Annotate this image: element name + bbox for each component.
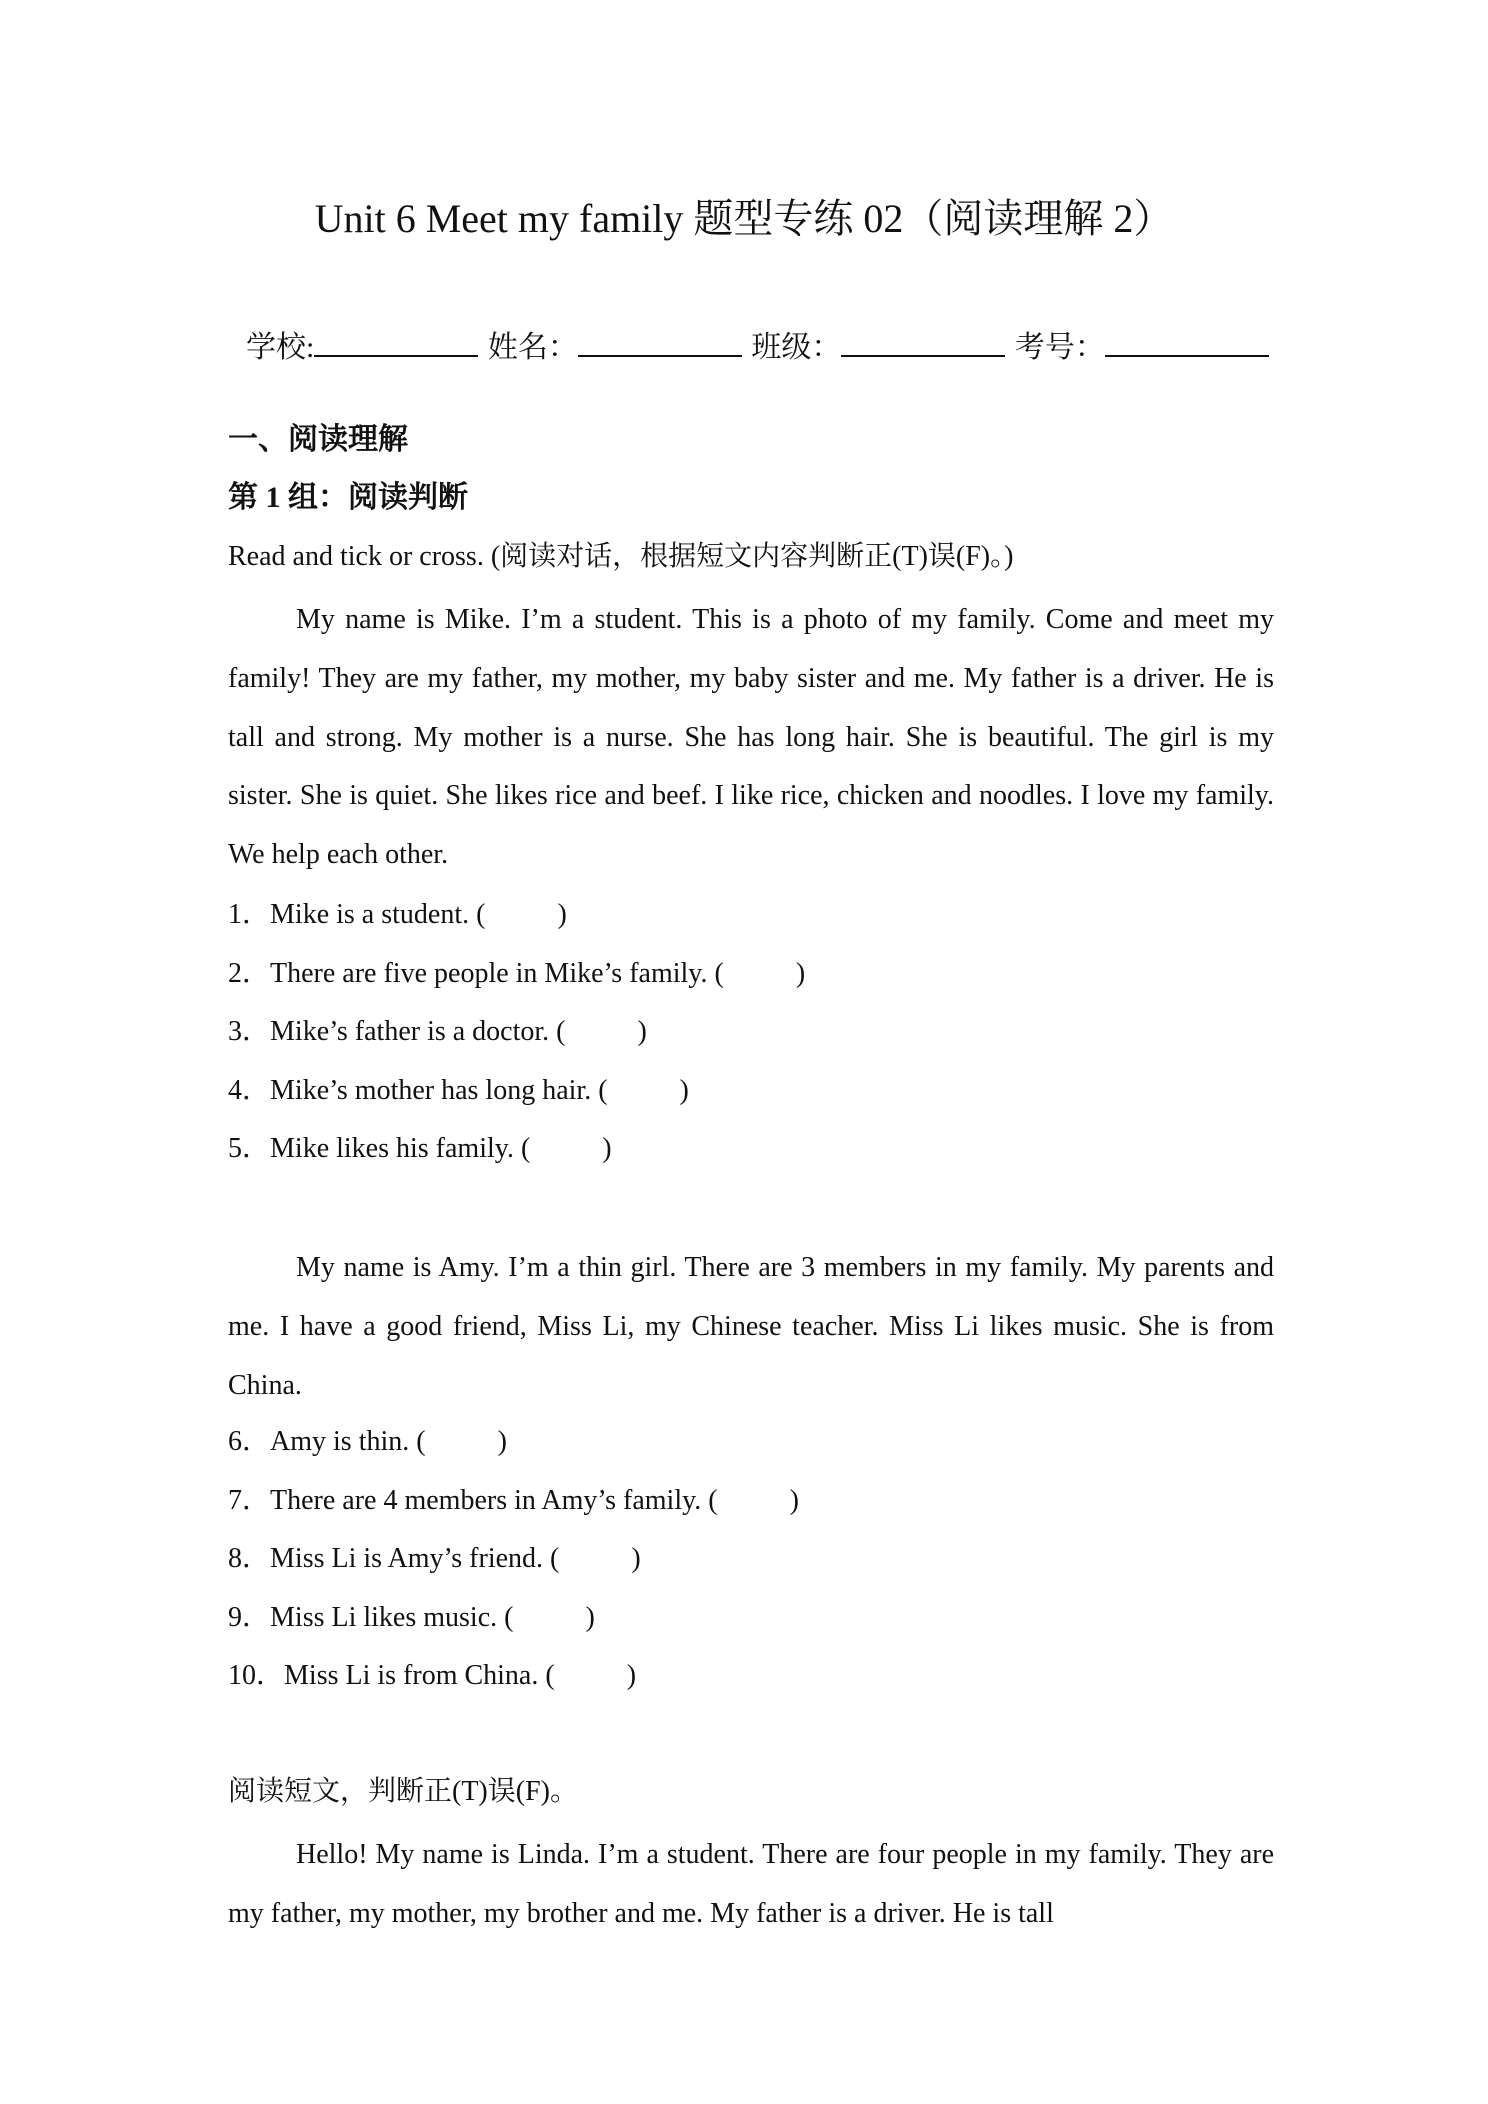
question-item <box>228 952 805 996</box>
close-paren: ) <box>637 1016 647 1047</box>
close-paren: ) <box>497 1426 507 1457</box>
question-item <box>228 1654 636 1698</box>
question-text: Miss Li is from China. ( <box>284 1660 555 1691</box>
question-item <box>228 1420 507 1464</box>
question-text: Miss Li is Amy’s friend. ( <box>270 1543 560 1574</box>
number-blank[interactable] <box>1105 325 1269 357</box>
question-text: There are five people in Mike’s family. ( <box>270 957 724 989</box>
student-info-line <box>246 325 1271 370</box>
question-item <box>228 1127 612 1171</box>
question-text: There are 4 members in Amy’s family. ( <box>270 1484 718 1516</box>
question-text: Amy is thin. ( <box>270 1426 426 1457</box>
close-paren: ) <box>626 1660 637 1691</box>
question-item <box>228 893 567 937</box>
question-item <box>228 1596 595 1640</box>
question-number: 9． <box>228 1601 271 1633</box>
school-label: 学校: <box>246 331 315 364</box>
name-label: 姓名： <box>487 331 578 364</box>
class-blank[interactable] <box>841 325 1005 357</box>
close-paren: ) <box>679 1074 689 1106</box>
passage-amy: My name is Amy. I’m a thin girl. There are 3 members in my family. My parents and me. I have a good friend, Miss Li, my Chinese teacher. Miss Li likes music. She is from China. <box>228 1252 1274 1401</box>
question-number: 3． <box>228 1016 271 1047</box>
close-paren: ) <box>602 1133 612 1164</box>
question-text: Mike’s father is a doctor. ( <box>270 1016 566 1047</box>
question-number: 5． <box>228 1133 271 1164</box>
instruction-1: Read and tick or cross. (阅读对话，根据短文内容判断正(T)误(F)。) <box>228 541 1014 572</box>
close-paren: ) <box>795 957 806 989</box>
school-blank[interactable] <box>314 325 478 357</box>
question-text: Miss Li likes music. ( <box>270 1601 514 1633</box>
question-text: Mike likes his family. ( <box>270 1133 531 1164</box>
question-number: 10． <box>228 1660 285 1691</box>
passage-mike: My name is Mike. I’m a student. This is a photo of my family. Come and meet my family! They are my father, my mother, my baby sister and me. My father is a driver. He is tall and strong. My mother is a nurse. She has long hair. She is beautiful. The girl is my sister. She is quiet. She likes rice and beef. I like rice, chicken and noodles. I love my family. We help each other. <box>228 604 1274 871</box>
close-paren: ) <box>789 1484 799 1516</box>
question-number: 8． <box>228 1543 271 1574</box>
instruction-2: 阅读短文，判断正(T)误(F)。 <box>228 1776 578 1807</box>
question-number: 6． <box>228 1426 271 1457</box>
question-number: 1． <box>228 899 271 930</box>
document-title: Unit 6 Meet my family 题型专练 02（阅读理解 2） <box>314 196 1174 241</box>
number-label: 考号： <box>1014 331 1105 364</box>
passage-linda: Hello! My name is Linda. I’m a student. There are four people in my family. They are my father, my mother, my brother and me. My father is a driver. He is tall <box>228 1839 1274 1929</box>
question-text: Mike’s mother has long hair. ( <box>270 1074 608 1106</box>
close-paren: ) <box>557 899 567 930</box>
question-text: Mike is a student. ( <box>270 899 486 930</box>
section-heading: 一、阅读理解 <box>228 423 408 456</box>
group-heading: 第 1 组：阅读判断 <box>228 481 468 514</box>
question-item <box>228 1479 799 1523</box>
question-item <box>228 1537 641 1581</box>
question-number: 4． <box>228 1074 271 1106</box>
close-paren: ) <box>585 1601 595 1633</box>
question-item <box>228 1010 647 1054</box>
question-item <box>228 1069 689 1113</box>
name-blank[interactable] <box>578 325 742 357</box>
question-number: 7． <box>228 1484 271 1516</box>
question-number: 2． <box>228 957 271 989</box>
class-label: 班级： <box>751 331 842 364</box>
close-paren: ) <box>631 1543 641 1574</box>
